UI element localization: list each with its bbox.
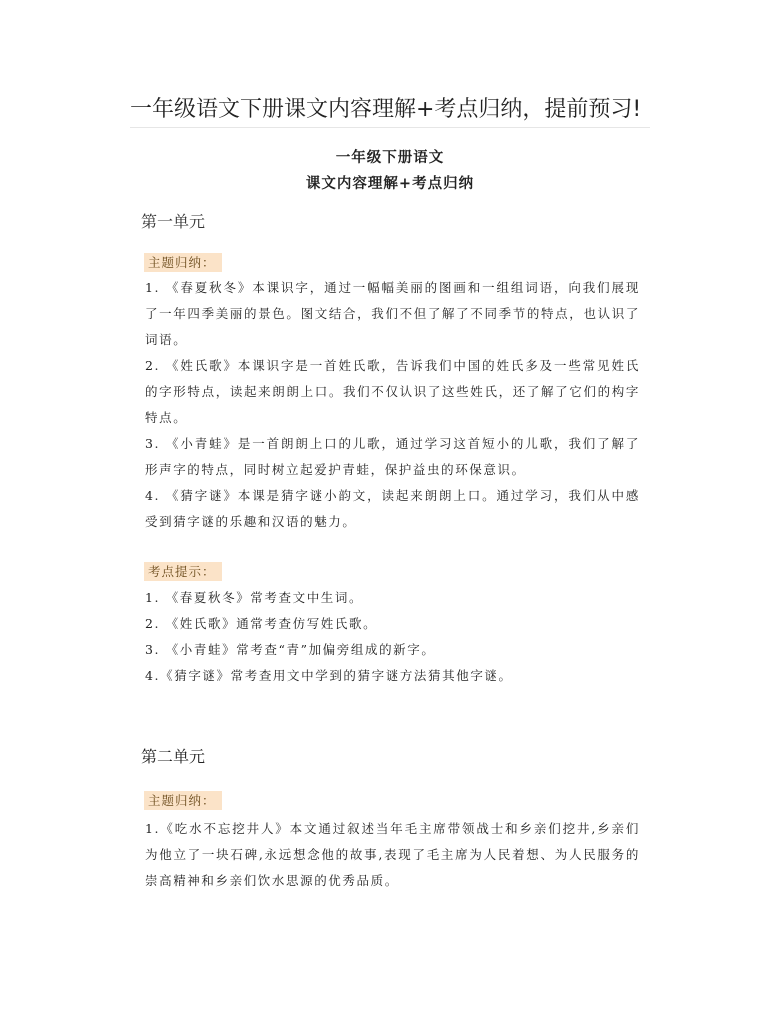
unit2-title: 第二单元 <box>141 747 206 766</box>
unit1-item: 3. 《小青蛙》是一首朗朗上口的儿歌，通过学习这首短小的儿歌，我们了解了形声字的特点，同时树立起爱护青蛙，保护益虫的环保意识。 <box>145 436 640 477</box>
unit1-tips-tag: 考点提示： <box>144 562 222 581</box>
unit2-theme-tag: 主题归纳： <box>144 791 222 810</box>
unit1-item: 4. 《猜字谜》本课是猜字谜小韵文，读起来朗朗上口。通过学习，我们从中感受到猜字谜的乐趣和汉语的魅力。 <box>145 488 640 529</box>
article-title: 一年级语文下册课文内容理解+考点归纳，提前预习! <box>130 97 642 122</box>
unit1-title: 第一单元 <box>141 212 206 231</box>
title-divider <box>130 127 650 128</box>
document-heading-line1: 一年级下册语文 <box>335 149 445 166</box>
unit1-tip: 4.《猜字谜》常考查用文中学到的猜字谜方法猜其他字谜。 <box>145 668 513 683</box>
unit1-tip: 1. 《春夏秋冬》常考查文中生词。 <box>145 590 364 605</box>
unit1-item: 1. 《春夏秋冬》本课识字，通过一幅幅美丽的图画和一组组词语，向我们展现了一年四季美丽的景色。图文结合，我们不但了解了不同季节的特点，也认识了词语。 <box>145 280 640 347</box>
unit2-item: 1.《吃水不忘挖井人》本文通过叙述当年毛主席带领战士和乡亲们挖井,乡亲们为他立了一块石碑,永远想念他的故事,表现了毛主席为人民着想、为人民服务的崇高精神和乡亲们饮水思源的优秀品质。 <box>145 821 640 888</box>
unit1-tip: 3. 《小青蛙》常考查“青”加偏旁组成的新字。 <box>145 642 436 657</box>
unit1-item: 2. 《姓氏歌》本课识字是一首姓氏歌，告诉我们中国的姓氏多及一些常见姓氏的字形特点，读起来朗朗上口。我们不仅认识了这些姓氏，还了解了它们的构字特点。 <box>145 358 640 425</box>
document-heading-line2: 课文内容理解+考点归纳 <box>305 175 475 192</box>
unit1-tip: 2. 《姓氏歌》通常考查仿写姓氏歌。 <box>145 616 378 631</box>
unit1-theme-tag: 主题归纳： <box>144 253 222 272</box>
